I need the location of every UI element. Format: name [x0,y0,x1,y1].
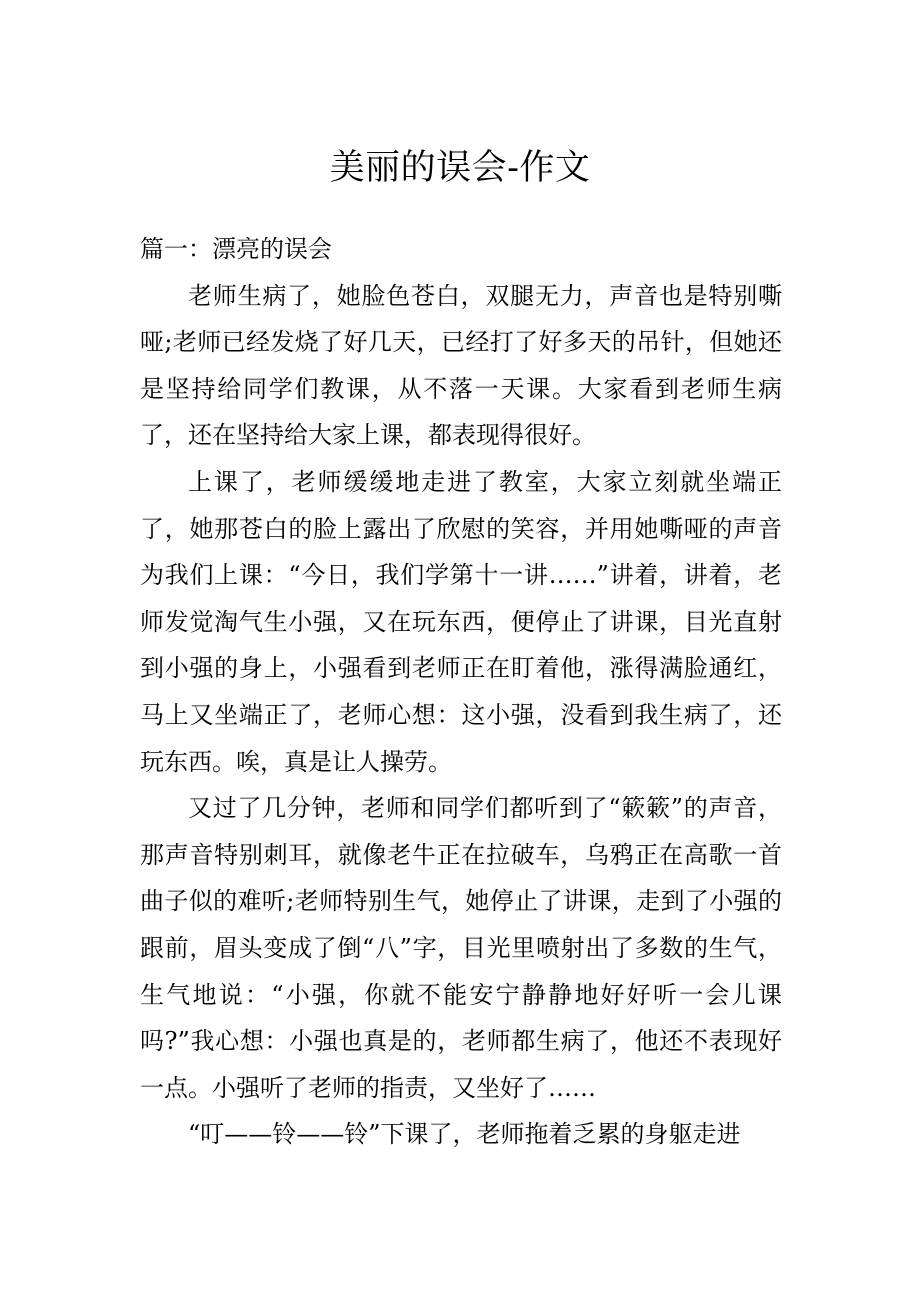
paragraph-1: 老师生病了，她脸色苍白，双腿无力，声音也是特别嘶哑;老师已经发烧了好几天，已经打了好多天的吊针，但她还是坚持给同学们教课，从不落一天课。大家看到老师生病了，还在坚持给大家上课，都表现得很好。 [140,281,782,450]
paragraph-2: 上课了，老师缓缓地走进了教室，大家立刻就坐端正了，她那苍白的脸上露出了欣慰的笑容，并用她嘶哑的声音为我们上课：“今日，我们学第十一讲……”讲着，讲着，老师发觉淘气生小强，又在玩东西，便停止了讲课，目光直射到小强的身上，小强看到老师正在盯着他，涨得满脸通红，马上又坐端正了，老师心想：这小强，没看到我生病了，还玩东西。唉，真是让人操劳。 [140,467,782,776]
paragraph-4: “叮——铃——铃”下课了，老师拖着乏累的身躯走进 [188,1120,741,1149]
section-heading: 篇一：漂亮的误会 [140,235,332,263]
document-body [140,226,782,1158]
document-title: 美丽的误会-作文 [329,148,591,188]
paragraph-3: 又过了几分钟，老师和同学们都听到了“簌簌”的声音，那声音特别刺耳，就像老牛正在拉破车，乌鸦正在高歌一首曲子似的难听;老师特别生气，她停止了讲课，走到了小强的跟前，眉头变成了倒“八”字，目光里喷射出了多数的生气，生气地说：“小强，你就不能安宁静静地好好听一会儿课吗?”我心想：小强也真是的，老师都生病了，他还不表现好一点。小强听了老师的指责，又坐好了…… [140,794,782,1102]
